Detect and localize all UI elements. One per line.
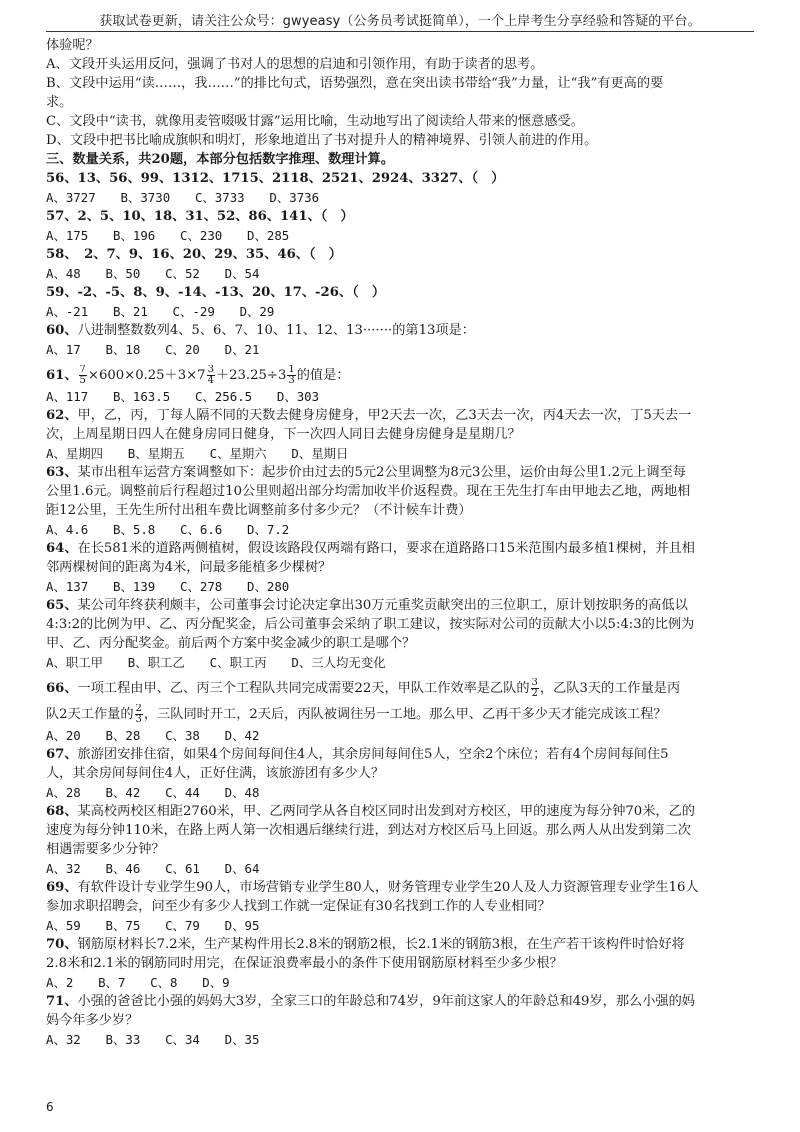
options-57: A、175 B、196 C、230 D、285	[46, 228, 290, 243]
question-text: 13、56、99、1312、1715、2118、2521、2924、3327、（ ）	[77, 171, 505, 186]
question-56	[46, 169, 754, 188]
question-65-cont: 甲、乙、丙分配奖金。前后两个方案中奖金减少的职工是哪个？	[46, 636, 416, 651]
question-number: 67、	[46, 747, 78, 762]
question-text: 某高校两校区相距2760米，甲、乙两同学从各自校区同时出发到对方校区，甲的速度为每分钟70米，乙的	[77, 804, 695, 819]
question-text: 小强的爸爸比小强的妈妈大3岁，全家三口的年龄总和74岁，9年前这家人的年龄总和49岁，那么小强的妈	[77, 994, 695, 1009]
question-text: -2、-5、8、9、-14、-13、20、17、-26、（ ）	[77, 285, 386, 300]
question-66-cont	[46, 704, 754, 726]
question-number: 69、	[46, 880, 78, 895]
question-text: 有软件设计专业学生90人，市场营销专业学生80人，财务管理专业学生20人及人力资源管理专业学生16人	[77, 880, 699, 895]
options-61: A、117 B、163.5 C、256.5 D、303	[46, 389, 320, 404]
fraction: $\frac{3}{4}$	[207, 365, 214, 386]
option-b-cont: 求。	[46, 95, 73, 110]
options-62: A、星期四 B、星期五 C、星期六 D、星期日	[46, 446, 349, 461]
options-70: A、2 B、7 C、8 D、9	[46, 975, 230, 990]
question-62-cont: 次，上周星期日四人在健身房同日健身，下一次四人同日去健身房健身是星期几？	[46, 427, 521, 442]
question-70-cont: 2.8米和2.1米的钢筋同时用完，在保证浪费率最小的条件下使用钢筋原材料至少多少根？	[46, 956, 563, 971]
question-63-cont: 距12公里，王先生所付出租车费比调整前多付多少元？（不计候车计费）	[46, 503, 472, 518]
question-text: 2、5、10、18、31、52、86、141、（ ）	[77, 209, 354, 224]
options-63: A、4.6 B、5.8 C、6.6 D、7.2	[46, 522, 290, 537]
question-text: 某市出租车运营方案调整如下：起步价由过去的5元2公里调整为8元3公里，运价由每公里1.2元上调至每	[77, 465, 686, 480]
question-text: 旅游团安排住宿，如果4个房间每间住4人，其余房间每间住5人，空余2个床位；若有4个房间每间住5	[77, 747, 669, 762]
question-71-cont: 妈今年多少岁？	[46, 1013, 139, 1028]
question-text: 的值是：	[296, 368, 350, 383]
question-68	[46, 802, 754, 821]
options-59: A、-21 B、21 C、-29 D、29	[46, 304, 275, 319]
question-63	[46, 463, 754, 482]
option-a: A、文段开头运用反问，强调了书对人的思想的启迪和引领作用，有助于读者的思考。	[46, 57, 544, 72]
option-b: B、文段中运用“读……，我……”的排比句式，语势强烈，意在突出读书带给“我”力量，让“我”有更高的要	[46, 76, 664, 91]
question-64	[46, 539, 754, 558]
question-number: 70、	[46, 937, 78, 952]
options-66: A、20 B、28 C、38 D、42	[46, 728, 260, 743]
page-number: 6	[46, 1100, 54, 1114]
question-68-cont: 相遇需要多少分钟？	[46, 842, 165, 857]
text-line: 体验呢？	[46, 38, 99, 53]
question-number: 58、	[46, 247, 71, 262]
question-69-cont: 参加求职招聘会，问至少有多少人找到工作就一定保证有30名找到工作的人专业相同？	[46, 899, 551, 914]
option-c: C、文段中“读书，就像用麦管啜吸甘露”运用比喻，生动地写出了阅读给人带来的惬意感受。	[46, 114, 584, 129]
question-number: 62、	[46, 408, 78, 423]
page-header: 获取试卷更新，请关注公众号：gwyeasy（公务员考试挺简单），一个上岸考生分享经验和答疑的平台。	[99, 14, 701, 29]
question-number: 71、	[46, 994, 78, 1009]
question-text: 八进制整数数列4、5、6、7、10、11、12、13·······的第13项是：	[77, 323, 475, 338]
question-text: ＋23.25÷3	[215, 368, 287, 383]
question-number: 60、	[46, 323, 78, 338]
question-text: ，三队同时开工，2天后，丙队被调往另一工地。那么甲、乙再干多少天才能完成该工程？	[143, 707, 667, 722]
options-67: A、28 B、42 C、44 D、48	[46, 785, 260, 800]
options-69: A、59 B、75 C、79 D、95	[46, 918, 260, 933]
option-d: D、文段中把书比喻成旗帜和明灯，形象地道出了书对提升人的精神境界、引领人前进的作用。	[46, 133, 598, 148]
fraction: $\frac{7}{5}$	[79, 365, 86, 386]
question-text: ×600×0.25＋3×7	[87, 368, 206, 383]
question-66	[46, 678, 754, 700]
fraction: $\frac{3}{2}$	[531, 678, 538, 699]
question-number: 61、	[46, 368, 78, 383]
question-64-cont: 邻两棵树间的距离为4米，问最多能植多少棵树？	[46, 560, 332, 575]
question-70	[46, 935, 754, 954]
question-number: 64、	[46, 541, 78, 556]
question-number: 65、	[46, 598, 78, 613]
question-number: 57、	[46, 209, 78, 224]
question-text: 某公司年终获利颇丰，公司董事会讨论决定拿出30万元重奖贡献突出的三位职工，原计划按职务的高低以	[77, 598, 688, 613]
question-61	[46, 365, 754, 387]
fraction: $\frac{1}{3}$	[288, 365, 295, 386]
section-heading: 三、数量关系，共20题，本部分包括数字推理、数理计算。	[46, 152, 395, 167]
question-65	[46, 596, 754, 615]
question-69	[46, 878, 754, 897]
question-62	[46, 406, 754, 425]
options-60: A、17 B、18 C、20 D、21	[46, 342, 260, 357]
question-text: 2、7、9、16、20、29、35、46、（ ）	[70, 247, 342, 262]
question-text: ，乙队3天的工作量是丙	[539, 681, 681, 696]
question-number: 59、	[46, 285, 78, 300]
question-65-cont: 4:3:2的比例为甲、乙、丙分配奖金，后公司董事会采纳了职工建议，按实际对公司的贡献大小以5:4:3的比例为	[46, 617, 695, 632]
question-text: 甲，乙，丙，丁每人隔不同的天数去健身房健身，甲2天去一次，乙3天去一次，丙4天去一次，丁5天去一	[77, 408, 692, 423]
question-number: 68、	[46, 804, 78, 819]
question-number: 56、	[46, 171, 78, 186]
options-56: A、3727 B、3730 C、3733 D、3736	[46, 190, 320, 205]
options-68: A、32 B、46 C、61 D、64	[46, 861, 260, 876]
question-67-cont: 人，其余房间每间住4人，正好住满，该旅游团有多少人？	[46, 766, 385, 781]
question-number: 63、	[46, 465, 78, 480]
question-number: 66、	[46, 681, 78, 696]
question-text: 队2天工作量的	[46, 707, 134, 722]
question-text: 钢筋原材料长7.2米，生产某构件用长2.8米的钢筋2根，长2.1米的钢筋3根，在生产若干该构件时恰好将	[77, 937, 685, 952]
question-71	[46, 992, 754, 1011]
header-divider	[46, 31, 754, 32]
question-60	[46, 321, 754, 340]
options-71: A、32 B、33 C、34 D、35	[46, 1032, 260, 1047]
question-58	[46, 245, 754, 264]
options-64: A、137 B、139 C、278 D、280	[46, 579, 290, 594]
question-text: 一项工程由甲、乙、丙三个工程队共同完成需要22天，甲队工作效率是乙队的	[77, 681, 530, 696]
question-63-cont: 公里1.6元。调整前后行程超过10公里则超出部分均需加收半价返程费。现在王先生打车由甲地去乙地，两地相	[46, 484, 691, 499]
fraction: $\frac{2}{3}$	[135, 704, 142, 725]
question-67	[46, 745, 754, 764]
question-57	[46, 207, 754, 226]
question-68-cont: 速度为每分钟110米，在路上两人第一次相遇后继续行进，到达对方校区后马上回返。那么两人从出发到第二次	[46, 823, 691, 838]
options-58: A、48 B、50 C、52 D、54	[46, 266, 260, 281]
question-text: 在长581米的道路两侧植树，假设该路段仅两端有路口，要求在道路路口15米范围内最多植1棵树，并且相	[77, 541, 695, 556]
exam-content	[46, 36, 754, 1049]
question-59	[46, 283, 754, 302]
options-65: A、职工甲 B、职工乙 C、职工丙 D、三人均无变化	[46, 655, 386, 670]
